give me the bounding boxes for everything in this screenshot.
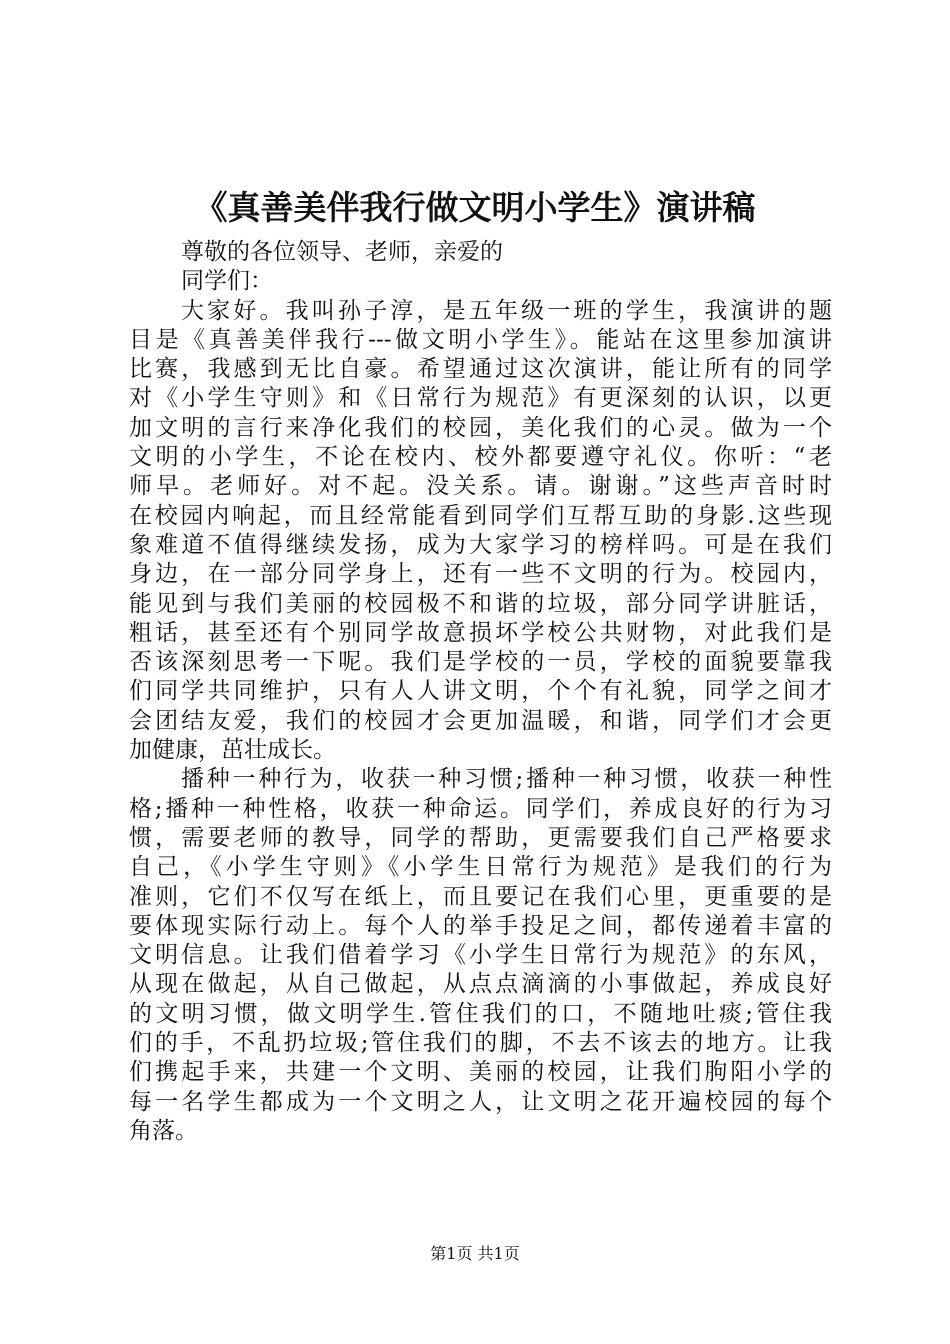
paragraph-line: 能见到与我们美丽的校园极不和谐的垃圾，部分同学讲脏话， <box>129 590 832 617</box>
paragraph-line: 目是《真善美伴我行---做文明小学生》。能站在这里参加演讲 <box>129 326 832 353</box>
paragraph-line: 文明的小学生，不论在校内、校外都要遵守礼仪。你听：“老 <box>129 444 832 471</box>
paragraph-line: 大家好。我叫孙子淳，是五年级一班的学生，我演讲的题 <box>181 297 832 324</box>
document-title: 《真善美伴我行做文明小学生》演讲稿 <box>194 188 756 227</box>
paragraph-1 <box>129 297 832 766</box>
paragraph-line: 惯，需要老师的教导，同学的帮助，更需要我们自己严格要求 <box>129 824 832 851</box>
paragraph-line: 加健康，茁壮成长。 <box>129 737 336 764</box>
paragraph-line: 们同学共同维护，只有人人讲文明，个个有礼貌，同学之间才 <box>129 678 832 705</box>
paragraph-line: 否该深刻思考一下呢。我们是学校的一员，学校的面貌要靠我 <box>129 649 832 676</box>
paragraph-line: 格;播种一种性格，收获一种命运。同学们，养成良好的行为习 <box>129 795 832 822</box>
paragraph-line: 角落。 <box>129 1117 198 1144</box>
salutation-line: 尊敬的各位领导、老师，亲爱的 <box>181 239 503 265</box>
paragraph-line: 身边，在一部分同学身上，还有一些不文明的行为。校园内， <box>129 561 832 588</box>
paragraph-2 <box>129 765 832 1146</box>
paragraph-line: 加文明的言行来净化我们的校园，美化我们的心灵。做为一个 <box>129 414 832 441</box>
paragraph-line: 播种一种行为，收获一种习惯;播种一种习惯，收获一种性 <box>181 766 832 793</box>
paragraph-line: 象难道不值得继续发扬，成为大家学习的榜样吗。可是在我们 <box>129 531 832 558</box>
salutation-line: 同学们： <box>181 268 273 295</box>
paragraph-line: 比赛，我感到无比自豪。希望通过这次演讲，能让所有的同学 <box>129 356 832 383</box>
paragraph-line: 文明信息。让我们借着学习《小学生日常行为规范》的东风， <box>129 942 832 969</box>
paragraph-line: 们的手，不乱扔垃圾;管住我们的脚，不去不该去的地方。让我 <box>129 1030 832 1057</box>
paragraph-line: 要体现实际行动上。每个人的举手投足之间，都传递着丰富的 <box>129 912 832 939</box>
paragraph-line: 师早。老师好。对不起。没关系。请。谢谢。”这些声音时时 <box>129 473 832 500</box>
paragraph-line: 在校园内响起，而且经常能看到同学们互帮互助的身影.这些现 <box>129 502 832 529</box>
paragraph-line: 的文明习惯，做文明学生.管住我们的口，不随地吐痰;管住我 <box>129 1000 832 1027</box>
paragraph-line: 从现在做起，从自己做起，从点点滴滴的小事做起，养成良好 <box>129 971 832 998</box>
paragraph-line: 们携起手来，共建一个文明、美丽的校园，让我们朐阳小学的 <box>129 1059 832 1086</box>
paragraph-line: 粗话，甚至还有个别同学故意损坏学校公共财物，对此我们是 <box>129 619 832 646</box>
paragraph-line: 会团结友爱，我们的校园才会更加温暖，和谐，同学们才会更 <box>129 707 832 734</box>
paragraph-line: 对《小学生守则》和《日常行为规范》有更深刻的认识，以更 <box>129 385 832 412</box>
paragraph-line: 准则，它们不仅写在纸上，而且要记在我们心里，更重要的是 <box>129 883 832 910</box>
page-footer: 第1页 共1页 <box>430 1244 520 1263</box>
document-body <box>129 238 832 1146</box>
paragraph-line: 每一名学生都成为一个文明之人，让文明之花开遍校园的每个 <box>129 1088 832 1115</box>
paragraph-line: 自己，《小学生守则》《小学生日常行为规范》是我们的行为 <box>129 854 832 881</box>
